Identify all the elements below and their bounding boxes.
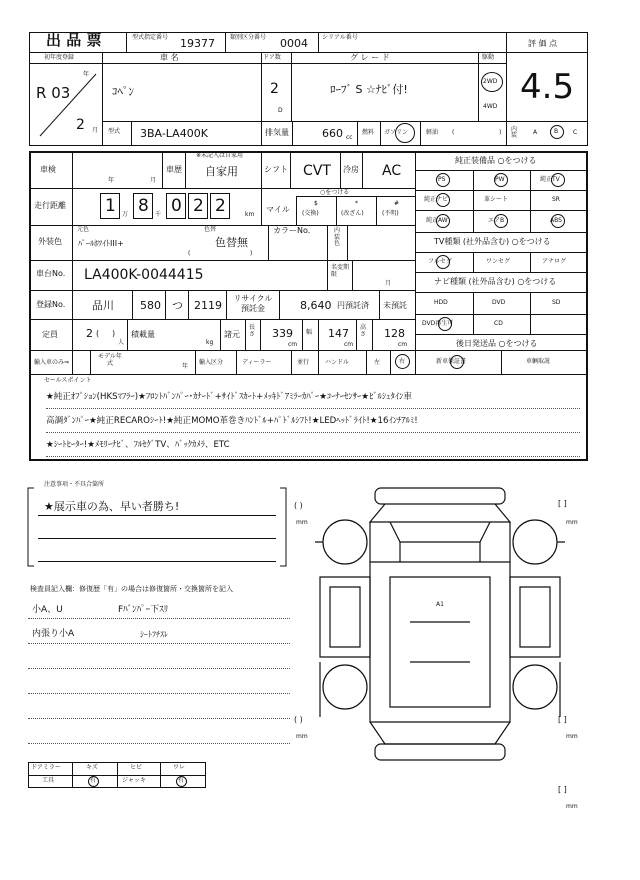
tamper-label: (改ざん) bbox=[341, 210, 364, 217]
inspection-month-unit: 月 bbox=[150, 177, 157, 184]
notes-bracket bbox=[26, 486, 288, 568]
displacement-label: 排気量 bbox=[265, 128, 289, 137]
displacement-unit: cc bbox=[346, 134, 353, 141]
car-diagram bbox=[290, 482, 590, 812]
load-unit: kg bbox=[206, 339, 214, 346]
bracket-top-left: ( ) bbox=[294, 501, 303, 510]
interior-label: 内装 bbox=[511, 126, 518, 139]
equip-abs: ABS bbox=[550, 217, 562, 224]
name-change-month: 月 bbox=[385, 280, 392, 287]
length-value: 339 bbox=[272, 327, 293, 340]
legend-tools-has: 有 bbox=[90, 777, 97, 784]
tv-title: TV種類 (社外品含む) ○をつける bbox=[434, 237, 551, 246]
fuel-other-close: ) bbox=[499, 129, 502, 136]
interior-b: B bbox=[554, 128, 559, 135]
inspection-year-unit: 年 bbox=[108, 177, 115, 184]
color-label: 外装色 bbox=[38, 237, 62, 246]
category-label: 類別区分番号 bbox=[230, 34, 267, 41]
interior-color-label: 内装色 bbox=[334, 227, 341, 248]
chassis-value: LA400K-0044415 bbox=[84, 267, 204, 283]
legend-door-mirror: ドアミラー bbox=[31, 764, 61, 771]
capacity-paren-open: ( bbox=[96, 329, 100, 338]
inspector-line2-b: ｼｰﾄﾌﾁｽﾚ bbox=[140, 630, 168, 639]
drive-2wd: 2WD bbox=[483, 78, 498, 85]
tamper-symbol: * bbox=[355, 200, 358, 207]
model-year-unit: 年 bbox=[182, 363, 189, 370]
unknown-label: (不明) bbox=[382, 210, 399, 217]
mm-top-right: mm bbox=[566, 519, 578, 526]
dims-label: 諸元 bbox=[224, 330, 240, 339]
height-label: 高さ bbox=[360, 324, 367, 338]
tv-fullseg: フルセグ bbox=[428, 258, 452, 265]
score-value: 4.5 bbox=[520, 67, 575, 107]
type-label: 型式 bbox=[108, 128, 121, 135]
bracket-bottom-right: [ ] bbox=[558, 785, 567, 794]
mileage-digit-2: 8 bbox=[138, 196, 149, 216]
month-unit: 月 bbox=[92, 127, 99, 134]
sales-line-1: ★純正ｵﾌﾟｼｮﾝ(HKSﾏﾌﾗｰ)★ﾌﾛﾝﾄﾊﾞﾝﾊﾟｰ･ｶﾅｰﾄﾞ+ｻｲﾄﾞｽｶｰﾄ+ﾒｯｷﾄﾞｱﾐﾗｰｶﾊﾞｰ★ｺｰﾅｰｾﾝｻｰ★ﾋﾞﾙｼｭﾀｲﾝ車 bbox=[46, 392, 412, 402]
first-reg-slash bbox=[36, 70, 100, 140]
history-note: ※未記入は自家用 bbox=[196, 152, 244, 159]
model-year-label: モデル年式 bbox=[98, 353, 122, 368]
capacity-value: 2 bbox=[86, 327, 93, 340]
paint-paren-open: ( bbox=[188, 250, 191, 257]
shift-label: シフト bbox=[264, 165, 288, 174]
orig-color-label: 元色 bbox=[77, 226, 90, 233]
category-value: 0004 bbox=[280, 37, 308, 50]
paint-value: 色替無 bbox=[215, 236, 248, 249]
fuel-other-open: ( bbox=[452, 129, 455, 136]
door-count: 2 bbox=[270, 81, 279, 97]
equip-ps: PS bbox=[438, 176, 446, 183]
width-label: 幅 bbox=[306, 329, 313, 336]
equip-genuine-navi: 純正ナビ bbox=[424, 196, 449, 203]
equip-genuine-aw: 純正AW bbox=[426, 217, 448, 224]
sales-label: セールスポイント bbox=[44, 377, 92, 384]
later-title: 後日発送品 ○をつける bbox=[456, 339, 538, 348]
mm-bottom-right: mm bbox=[566, 803, 578, 810]
inspector-label: 検査員記入欄：修復歴「有」の場合は修復箇所・交換箇所を記入 bbox=[30, 585, 233, 593]
exchange-symbol: $ bbox=[314, 200, 318, 207]
drive-label: 駆動 bbox=[482, 54, 495, 61]
width-value: 147 bbox=[328, 327, 349, 340]
inspector-line1-b: Fﾊﾞﾝﾊﾟｰ下ｽﾘ bbox=[118, 605, 169, 615]
form-title: 出 品 票 bbox=[46, 31, 102, 49]
mileage-man: 万 bbox=[122, 211, 129, 218]
recycle-label: リサイクル預託金 bbox=[233, 294, 273, 313]
equip-genuine-tv: 純正TV bbox=[540, 176, 560, 183]
legend-break: ワレ bbox=[173, 764, 186, 771]
exchange-label: (交換) bbox=[302, 210, 319, 217]
first-reg-month: 2 bbox=[76, 117, 85, 133]
navi-title: ナビ種類 (社外品含む) ○をつける bbox=[434, 277, 557, 286]
vehicle-name: ｺﾍﾟﾝ bbox=[112, 85, 134, 98]
unknown-symbol: # bbox=[394, 200, 400, 207]
height-value: 128 bbox=[384, 327, 405, 340]
equip-sr: SR bbox=[552, 196, 560, 203]
handle-label: ハンドル bbox=[325, 359, 350, 366]
capacity-unit: 人 bbox=[118, 339, 125, 346]
ac-label: 冷房 bbox=[343, 165, 359, 174]
legend-scratch: キズ bbox=[86, 764, 98, 771]
right-handle: 右 bbox=[399, 358, 406, 365]
bracket-top-right: [ ] bbox=[558, 499, 567, 508]
recycle-value: 8,640 bbox=[300, 299, 332, 312]
grade-label: グ レ ー ド bbox=[350, 53, 390, 62]
plate-number: 2119 bbox=[194, 299, 222, 312]
displacement-value: 660 bbox=[322, 127, 343, 140]
first-reg-label: 初年度登録 bbox=[44, 54, 75, 61]
history-label: 車歴 bbox=[166, 165, 182, 174]
first-reg-era: R 03 bbox=[36, 84, 71, 102]
bracket-mid-left: ( ) bbox=[294, 715, 303, 724]
length-label: 長さ bbox=[249, 324, 256, 338]
navi-cd: CD bbox=[494, 320, 503, 327]
drive-4wd: 4WD bbox=[483, 103, 498, 110]
navi-dvd: DVD bbox=[492, 299, 506, 306]
navi-dvd-play: DVD再生可 bbox=[422, 320, 454, 327]
name-change-label: 名変期限 bbox=[331, 264, 350, 279]
genuine-title: 純正装備品 ○をつける bbox=[455, 156, 537, 165]
mm-mid-left: mm bbox=[296, 733, 308, 740]
paint-label: 色替 bbox=[204, 226, 217, 233]
dealer-label: ディーラー bbox=[242, 359, 272, 366]
fuel-gas: ガソリン bbox=[384, 129, 409, 136]
legend-crack: ヒビ bbox=[130, 764, 143, 771]
notes-label: 注意事項・不具合箇所 bbox=[44, 481, 105, 488]
interior-a: A bbox=[533, 129, 538, 136]
equip-airbag: エアB bbox=[488, 217, 505, 224]
bracket-mid-right: [ ] bbox=[558, 715, 567, 724]
equip-pw: PW bbox=[495, 176, 505, 183]
unpaid-label: 未預託 bbox=[383, 301, 407, 310]
width-unit: cm bbox=[344, 341, 354, 348]
navi-hdd: HDD bbox=[434, 299, 448, 306]
type-value: 3BA-LA400K bbox=[140, 127, 208, 140]
color-no-label: カラーNo. bbox=[273, 226, 311, 235]
mileage-unit: km bbox=[245, 211, 255, 218]
legend-tools: 工具 bbox=[42, 777, 55, 784]
damage-mark-a1: A1 bbox=[436, 601, 444, 608]
fuel-light: 軽油 bbox=[426, 129, 439, 136]
mileage-digit-3: 0 bbox=[171, 196, 182, 216]
later-manual: 車輌取説 bbox=[526, 358, 551, 365]
import-class-label: 輸入区分 bbox=[199, 359, 224, 366]
plate-area: 品川 bbox=[92, 299, 114, 312]
plate-kana: つ bbox=[172, 299, 183, 312]
import-label: 輸入車のみ⇒ bbox=[34, 359, 70, 366]
legend-jack: ジャッキ bbox=[122, 777, 146, 784]
model-code-label: 型式指定番号 bbox=[132, 34, 169, 41]
tv-oneseg: ワンセグ bbox=[486, 258, 511, 265]
model-code-value: 19377 bbox=[180, 37, 215, 50]
name-label: 車 名 bbox=[160, 53, 179, 62]
chassis-label: 車台No. bbox=[36, 269, 66, 278]
later-warranty: 新車保証書 bbox=[436, 358, 467, 365]
tv-analog: アナログ bbox=[542, 258, 567, 265]
mileage-digit-1: 1 bbox=[105, 196, 116, 216]
doors-label: ドア数 bbox=[263, 54, 281, 61]
equip-leather: 革シート bbox=[484, 196, 509, 203]
capacity-label: 定員 bbox=[42, 330, 58, 339]
notes-text: ★展示車の為、早い者勝ち! bbox=[44, 500, 180, 513]
inspector-line2-a: 内張り小A bbox=[32, 629, 75, 639]
sales-line-3: ★ｼｰﾄﾋｰﾀｰ!★ﾒﾓﾘｰﾅﾋﾞ、ﾌﾙｾｸﾞTV、ﾊﾞｯｸｶﾒﾗ、ETC bbox=[46, 440, 230, 450]
serial-label: シリアル番号 bbox=[322, 34, 358, 41]
height-unit: cm bbox=[398, 341, 408, 348]
mileage-sen: 千 bbox=[155, 211, 162, 218]
mileage-label: 走行距離 bbox=[34, 201, 66, 210]
interior-c: C bbox=[573, 129, 578, 136]
door-type: D bbox=[278, 107, 283, 114]
length-unit: cm bbox=[288, 341, 298, 348]
score-label: 評 価 点 bbox=[528, 39, 558, 48]
mm-mid-right: mm bbox=[566, 733, 578, 740]
history-value: 自家用 bbox=[205, 165, 238, 178]
parallel-label: 並行 bbox=[297, 359, 310, 366]
circle-note: ○をつける bbox=[320, 189, 350, 196]
ac-value: AC bbox=[382, 163, 402, 179]
left-handle: 左 bbox=[374, 359, 381, 366]
grade-value: ﾛｰﾌﾞ S ☆ﾅﾋﾞ付! bbox=[330, 83, 408, 96]
inspector-line1-a: 小A、U bbox=[32, 605, 63, 615]
inspection-label: 車検 bbox=[40, 165, 56, 174]
fuel-label: 燃料 bbox=[362, 129, 375, 136]
mm-top-left: mm bbox=[296, 519, 308, 526]
recycle-unit: 円預託済 bbox=[337, 301, 369, 310]
shift-value: CVT bbox=[303, 163, 331, 179]
sales-line-2: 高調ﾀﾞﾝﾊﾟｰ★純正RECAROｼｰﾄ!★純正MOMO革巻きﾊﾝﾄﾞﾙ+ﾊﾟﾄﾞﾙｼﾌﾄ!★LEDﾍｯﾄﾞﾗｲﾄ!★16ｲﾝﾁｱﾙﾐ! bbox=[46, 416, 418, 426]
mileage-digit-4: 2 bbox=[193, 196, 204, 216]
mileage-digit-5: 2 bbox=[215, 196, 226, 216]
load-label: 積載量 bbox=[131, 330, 155, 339]
orig-color-value: ﾊﾟｰﾙﾎﾜｲﾄIII+ bbox=[78, 239, 124, 248]
year-unit: 年 bbox=[83, 71, 90, 78]
plate-class: 580 bbox=[140, 299, 161, 312]
plate-label: 登録No. bbox=[36, 300, 66, 309]
paint-paren-close: ) bbox=[250, 250, 253, 257]
capacity-paren-close: ) bbox=[112, 329, 116, 338]
mile-label: マイル bbox=[266, 205, 290, 214]
navi-sd: SD bbox=[552, 299, 561, 306]
legend-jack-has: 有 bbox=[178, 777, 185, 784]
